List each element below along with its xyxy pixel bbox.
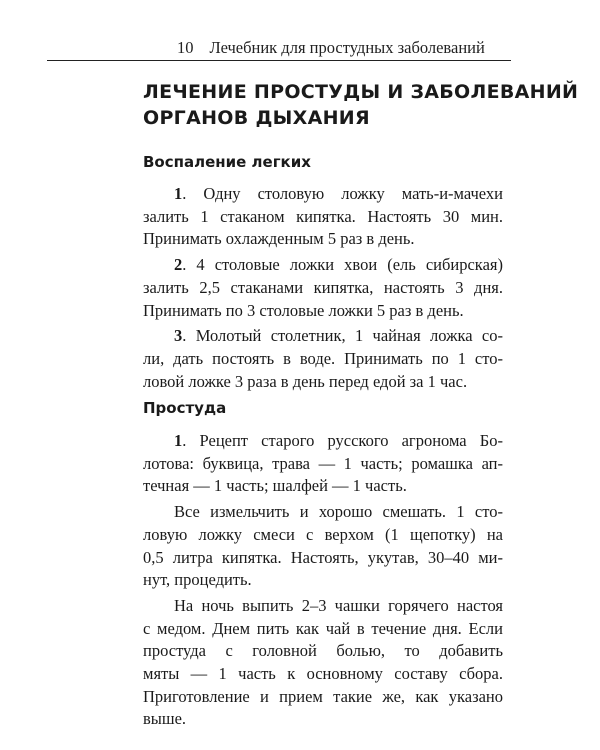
recipe-list-cold — [143, 430, 503, 731]
recipe-line: Принимать по 3 столовые ложки 5 раз в день. — [143, 300, 464, 320]
paragraph-line: нут, процедить. — [143, 570, 252, 590]
recipe-line: 1. Рецепт старого русского агронома Бо- — [174, 431, 503, 450]
recipe-line: 2. 4 столовые ложки хвои (ель сибирская) — [174, 255, 503, 275]
recipe-number: 2 — [174, 255, 183, 275]
running-title: Лечебник для простудных заболеваний — [209, 38, 485, 57]
recipe-item — [143, 325, 503, 393]
paragraph-line: Все измельчить и хорошо смешать. 1 сто- — [174, 502, 503, 522]
recipe-line: ловой ложке 3 раза в день перед едой за 1 час. — [143, 371, 468, 391]
paragraph-line: мяты — 1 часть к основному составу сбора. — [143, 664, 503, 684]
paragraph-line: простуда с головной болью, то добавить — [143, 641, 503, 661]
paragraph-line: с медом. Днем пить как чай в течение дня. Если — [143, 618, 503, 638]
paragraph — [143, 595, 503, 731]
recipe-number: 1 — [174, 184, 183, 203]
recipe-line: ли, дать постоять в воде. Принимать по 1 сто- — [143, 348, 503, 368]
paragraph-line: выше. — [143, 709, 187, 729]
recipe-list-pneumonia — [143, 183, 503, 393]
chapter-title — [143, 79, 579, 131]
recipe-line: течная — 1 часть; шалфей — 1 часть. — [143, 476, 407, 496]
recipe-number: 1 — [174, 431, 183, 450]
recipe-line: Принимать охлажденным 5 раз в день. — [143, 229, 415, 249]
header-rule — [47, 60, 511, 61]
paragraph — [143, 501, 503, 592]
recipe-line: 3. Молотый столетник, 1 чайная ложка со- — [174, 326, 503, 346]
recipe-line: залить 2,5 стаканами кипятка, настоять 3 дня. — [143, 277, 503, 297]
paragraph-line: На ночь выпить 2–3 чашки горячего настоя — [174, 595, 503, 615]
recipe-line: залить 1 стаканом кипятка. Настоять 30 мин. — [143, 206, 503, 226]
paragraph-line: Приготовление и прием такие же, как указано — [143, 686, 503, 706]
section-heading-cold: Простуда — [143, 399, 227, 417]
chapter-title-line: ЛЕЧЕНИЕ ПРОСТУДЫ И ЗАБОЛЕВАНИЙ — [143, 81, 579, 103]
recipe-item — [143, 254, 503, 322]
recipe-item — [143, 430, 503, 498]
running-header — [47, 38, 511, 58]
recipe-item — [143, 183, 503, 251]
paragraph-line: ловую ложку смеси с верхом (1 щепотку) на — [143, 524, 503, 544]
recipe-line: 1. Одну столовую ложку мать-и-мачехи — [174, 184, 503, 203]
chapter-title-line: ОРГАНОВ ДЫХАНИЯ — [143, 107, 370, 129]
recipe-number: 3 — [174, 326, 183, 346]
page-number: 10 — [177, 38, 194, 57]
recipe-line: лотова: буквица, трава — 1 часть; ромашка ап- — [143, 453, 503, 473]
paragraph-line: 0,5 литра кипятка. Настоять, укутав, 30–40 ми- — [143, 547, 503, 567]
section-heading-pneumonia: Воспаление легких — [143, 153, 311, 171]
